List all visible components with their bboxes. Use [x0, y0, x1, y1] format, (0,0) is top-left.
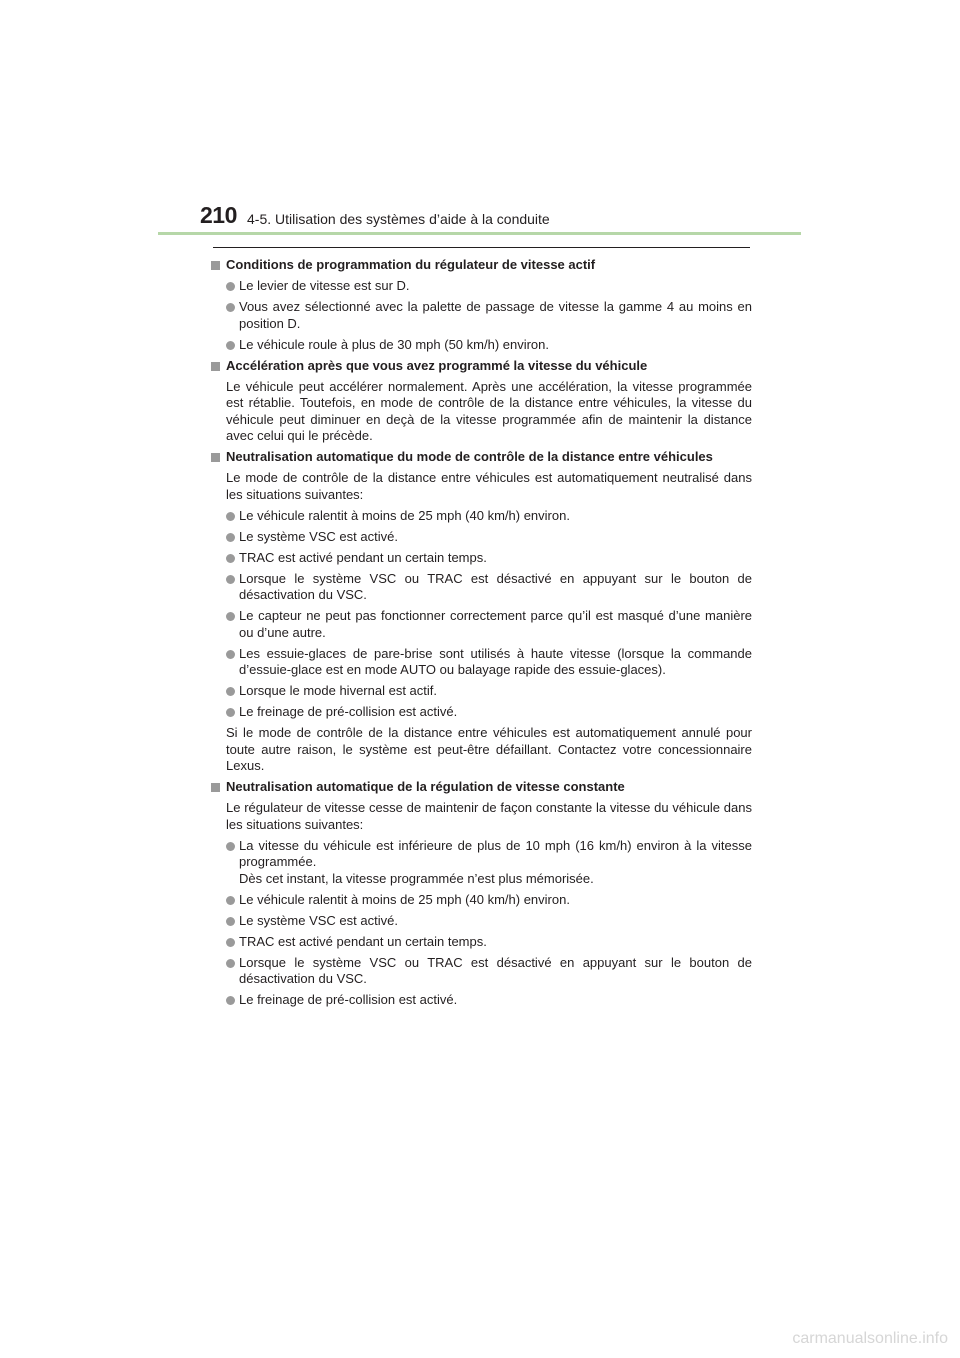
- list-item: Le système VSC est activé.: [226, 913, 752, 930]
- header-rule: [158, 232, 801, 235]
- square-bullet-icon: [211, 261, 220, 270]
- round-bullet-icon: [226, 938, 235, 947]
- paragraph: Si le mode de contrôle de la distance entre véhicules est automatiquement annulé pour toute autre raison, le système est peut-être défaillant. Contactez votre concessionnaire Lexus.: [226, 725, 752, 773]
- square-bullet-icon: [211, 362, 220, 371]
- list-item: Le véhicule roule à plus de 30 mph (50 km/h) environ.: [226, 337, 752, 354]
- paragraph: Le véhicule peut accélérer normalement. Après une accélération, la vitesse programmée est rétablie. Toutefois, en mode de contrôle de la distance entre véhicules, la vitesse du véhicule peut diminuer en deçà de la vitesse programmée afin de maintenir la distance avec celui qui le précède.: [226, 378, 752, 443]
- list-item: Le véhicule ralentit à moins de 25 mph (40 km/h) environ.: [226, 508, 752, 525]
- page-footer: [0, 1318, 960, 1358]
- section-heading: Neutralisation automatique de la régulation de vitesse constante: [211, 779, 752, 796]
- round-bullet-icon: [226, 959, 235, 968]
- list-item: Le levier de vitesse est sur D.: [226, 278, 752, 295]
- round-bullet-icon: [226, 282, 235, 291]
- round-bullet-icon: [226, 687, 235, 696]
- round-bullet-icon: [226, 917, 235, 926]
- section-heading: Neutralisation automatique du mode de contrôle de la distance entre véhicules: [211, 449, 752, 466]
- round-bullet-icon: [226, 896, 235, 905]
- list-item: Lorsque le mode hivernal est actif.: [226, 683, 752, 700]
- list-item: Le freinage de pré-collision est activé.: [226, 992, 752, 1009]
- list-item: Le véhicule ralentit à moins de 25 mph (40 km/h) environ.: [226, 892, 752, 909]
- round-bullet-icon: [226, 842, 235, 851]
- square-bullet-icon: [211, 783, 220, 792]
- round-bullet-icon: [226, 512, 235, 521]
- content-top-rule: [213, 247, 750, 248]
- list-item: Le freinage de pré-collision est activé.: [226, 704, 752, 721]
- round-bullet-icon: [226, 533, 235, 542]
- section-heading: Accélération après que vous avez programmé la vitesse du véhicule: [211, 358, 752, 375]
- paragraph: Le mode de contrôle de la distance entre véhicules est automatiquement neutralisé dans les situations suivantes:: [226, 470, 752, 502]
- list-item: Lorsque le système VSC ou TRAC est désactivé en appuyant sur le bouton de désactivation du VSC.: [226, 571, 752, 604]
- list-item: Lorsque le système VSC ou TRAC est désactivé en appuyant sur le bouton de désactivation du VSC.: [226, 955, 752, 988]
- list-item: TRAC est activé pendant un certain temps.: [226, 550, 752, 567]
- round-bullet-icon: [226, 708, 235, 717]
- watermark: carmanualsonline.info: [792, 1330, 948, 1347]
- round-bullet-icon: [226, 554, 235, 563]
- round-bullet-icon: [226, 612, 235, 621]
- list-item: TRAC est activé pendant un certain temps.: [226, 934, 752, 951]
- page-number: 210: [200, 202, 237, 228]
- paragraph: Le régulateur de vitesse cesse de maintenir de façon constante la vitesse du véhicule dans les situations suivantes:: [226, 800, 752, 832]
- page-header: [0, 0, 960, 240]
- round-bullet-icon: [226, 303, 235, 312]
- round-bullet-icon: [226, 650, 235, 659]
- list-item: Vous avez sélectionné avec la palette de passage de vitesse la gamme 4 au moins en position D.: [226, 299, 752, 332]
- list-item: La vitesse du véhicule est inférieure de plus de 10 mph (16 km/h) environ à la vitesse programmée. Dès cet instant, la vitesse programmée n’est plus mémorisée.: [226, 838, 752, 888]
- list-item: Le capteur ne peut pas fonctionner correctement parce qu’il est masqué d’une manière ou d’une autre.: [226, 608, 752, 641]
- list-item: Les essuie-glaces de pare-brise sont utilisés à haute vitesse (lorsque la commande d’essuie-glace est en mode AUTO ou balayage rapide des essuie-glaces).: [226, 646, 752, 679]
- list-item: Le système VSC est activé.: [226, 529, 752, 546]
- round-bullet-icon: [226, 575, 235, 584]
- round-bullet-icon: [226, 341, 235, 350]
- page-content: [211, 257, 752, 1013]
- section-heading: Conditions de programmation du régulateur de vitesse actif: [211, 257, 752, 274]
- square-bullet-icon: [211, 453, 220, 462]
- round-bullet-icon: [226, 996, 235, 1005]
- section-title: 4-5. Utilisation des systèmes d’aide à la conduite: [247, 211, 550, 227]
